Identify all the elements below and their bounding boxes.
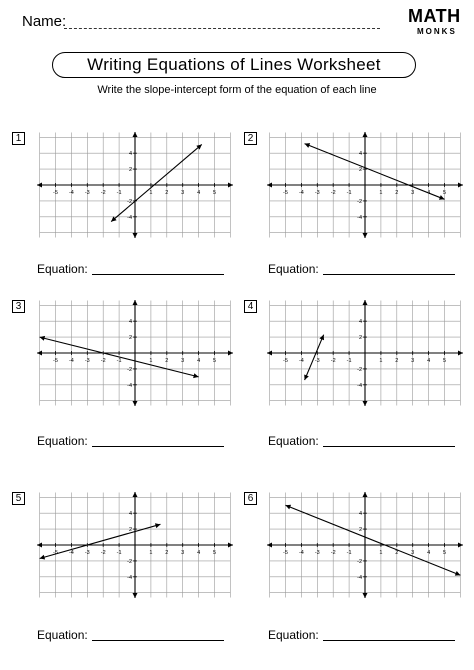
x-tick-label: -4 [298, 550, 304, 556]
y-axis-arrow-up [363, 492, 368, 497]
plotted-line [305, 335, 324, 380]
y-axis-arrow-down [133, 593, 138, 598]
x-tick-label: -5 [53, 550, 58, 556]
problem-number: 1 [12, 132, 25, 145]
x-tick-label: -4 [298, 190, 304, 196]
y-tick-label: -2 [357, 198, 362, 205]
x-tick-label: 2 [395, 358, 399, 364]
x-tick-label: 4 [197, 358, 201, 364]
coordinate-grid [37, 132, 233, 238]
equation-answer-line[interactable] [323, 434, 455, 447]
y-tick-label: -4 [127, 214, 132, 221]
equation-answer-line[interactable] [92, 434, 224, 447]
y-tick-label: 2 [128, 527, 132, 534]
plotted-line [305, 144, 445, 200]
equation-answer-line[interactable] [92, 262, 224, 275]
x-tick-label: -1 [116, 190, 122, 196]
equation-label: Equation: [37, 434, 88, 448]
y-tick-label: 4 [128, 319, 132, 326]
logo-text-math: MATH [408, 6, 461, 26]
y-axis-arrow-up [133, 492, 138, 497]
x-tick-label: -3 [84, 358, 90, 364]
coordinate-grid [37, 300, 233, 406]
problem-number: 3 [12, 300, 25, 313]
y-axis-arrow-down [133, 401, 138, 406]
x-tick-label: 3 [411, 550, 415, 556]
name-line[interactable] [64, 28, 380, 29]
x-tick-label: -2 [330, 190, 336, 196]
x-tick-label: -1 [346, 550, 352, 556]
x-tick-label: -5 [53, 190, 58, 196]
equation-row [37, 262, 224, 276]
equation-answer-line[interactable] [323, 262, 455, 275]
x-tick-label: 3 [181, 550, 185, 556]
x-tick-label: 3 [411, 190, 415, 196]
x-tick-label: -5 [283, 190, 288, 196]
coordinate-grid [267, 132, 463, 238]
x-tick-label: -4 [68, 358, 74, 364]
x-tick-label: 4 [427, 358, 431, 364]
y-tick-label: -4 [127, 382, 132, 389]
x-tick-label: 1 [149, 358, 153, 364]
x-tick-label: 3 [181, 358, 185, 364]
equation-answer-line[interactable] [323, 628, 455, 641]
y-tick-label: 4 [358, 511, 362, 518]
y-tick-label: -4 [357, 382, 362, 389]
x-tick-label: -5 [53, 358, 58, 364]
y-axis-arrow-up [133, 300, 138, 305]
y-tick-label: 2 [358, 335, 362, 342]
x-tick-label: 1 [149, 190, 153, 196]
y-tick-label: 4 [128, 151, 132, 158]
y-tick-label: -4 [127, 574, 132, 581]
equation-label: Equation: [37, 262, 88, 276]
x-tick-label: 1 [379, 550, 383, 556]
y-axis-arrow-up [133, 132, 138, 137]
x-tick-label: 3 [181, 190, 185, 196]
x-tick-label: 4 [197, 190, 201, 196]
x-tick-label: -2 [330, 358, 336, 364]
x-tick-label: -3 [314, 550, 320, 556]
y-axis-arrow-down [363, 593, 368, 598]
x-tick-label: -1 [116, 358, 122, 364]
y-tick-label: 4 [128, 511, 132, 518]
x-tick-label: 5 [442, 190, 447, 196]
plotted-line [111, 144, 202, 221]
x-tick-label: 3 [411, 358, 415, 364]
name-label: Name: [22, 13, 67, 30]
x-tick-label: 5 [212, 550, 217, 556]
y-tick-label: -2 [127, 366, 132, 373]
y-tick-label: 4 [358, 319, 362, 326]
x-tick-label: -3 [314, 190, 320, 196]
worksheet-title: Writing Equations of Lines Worksheet [52, 52, 416, 78]
y-axis-arrow-down [133, 233, 138, 238]
y-axis-arrow-up [363, 300, 368, 305]
equation-label: Equation: [268, 434, 319, 448]
y-tick-label: 2 [128, 335, 132, 342]
equation-row [268, 628, 455, 642]
x-tick-label: 1 [379, 190, 383, 196]
y-axis-arrow-down [363, 401, 368, 406]
x-tick-label: -2 [100, 550, 106, 556]
x-tick-label: 2 [165, 190, 169, 196]
x-tick-label: -1 [116, 550, 122, 556]
y-tick-label: -2 [127, 198, 132, 205]
x-tick-label: -1 [346, 358, 352, 364]
x-tick-label: 5 [212, 358, 217, 364]
x-tick-label: 1 [379, 358, 383, 364]
coordinate-grid [37, 492, 233, 598]
equation-answer-line[interactable] [92, 628, 224, 641]
x-tick-label: -5 [283, 358, 288, 364]
y-tick-label: 2 [358, 167, 362, 174]
y-axis-arrow-down [363, 233, 368, 238]
x-tick-label: 2 [165, 550, 169, 556]
x-tick-label: -3 [84, 190, 90, 196]
equation-label: Equation: [268, 262, 319, 276]
problem-number: 4 [244, 300, 257, 313]
equation-row [268, 262, 455, 276]
x-tick-label: -3 [84, 550, 90, 556]
x-tick-label: 4 [197, 550, 201, 556]
plotted-line [286, 505, 461, 575]
equation-label: Equation: [268, 628, 319, 642]
x-tick-label: 1 [149, 550, 153, 556]
y-tick-label: 2 [358, 527, 362, 534]
x-tick-label: 2 [395, 190, 399, 196]
x-tick-label: 4 [427, 550, 431, 556]
coordinate-grid [267, 492, 463, 598]
x-tick-label: -2 [100, 190, 106, 196]
problem-number: 5 [12, 492, 25, 505]
equation-row [268, 434, 455, 448]
x-tick-label: 5 [442, 358, 447, 364]
y-tick-label: -2 [127, 558, 132, 565]
y-tick-label: -4 [357, 214, 362, 221]
equation-label: Equation: [37, 628, 88, 642]
y-tick-label: 4 [358, 151, 362, 158]
x-tick-label: -4 [298, 358, 304, 364]
x-tick-label: 5 [212, 190, 217, 196]
coordinate-grid [267, 300, 463, 406]
x-tick-label: -2 [330, 550, 336, 556]
y-axis-arrow-up [363, 132, 368, 137]
x-tick-label: -4 [68, 190, 74, 196]
logo-text-monks: MONKS [417, 27, 457, 36]
y-tick-label: -4 [357, 574, 362, 581]
x-tick-label: 5 [442, 550, 447, 556]
math-monks-logo [408, 6, 468, 46]
x-tick-label: -3 [314, 358, 320, 364]
y-tick-label: -2 [357, 558, 362, 565]
x-tick-label: 2 [165, 358, 169, 364]
equation-row [37, 628, 224, 642]
y-tick-label: 2 [128, 167, 132, 174]
x-tick-label: 2 [395, 550, 399, 556]
equation-row [37, 434, 224, 448]
x-tick-label: -1 [346, 190, 352, 196]
y-tick-label: -2 [357, 366, 362, 373]
line-arrow-start [40, 336, 45, 341]
instructions: Write the slope-intercept form of the equation of each line [97, 84, 377, 96]
x-tick-label: -2 [100, 358, 106, 364]
x-tick-label: -5 [283, 550, 288, 556]
problem-number: 6 [244, 492, 257, 505]
line-arrow-end [193, 373, 198, 378]
x-tick-label: -4 [68, 550, 74, 556]
problem-number: 2 [244, 132, 257, 145]
